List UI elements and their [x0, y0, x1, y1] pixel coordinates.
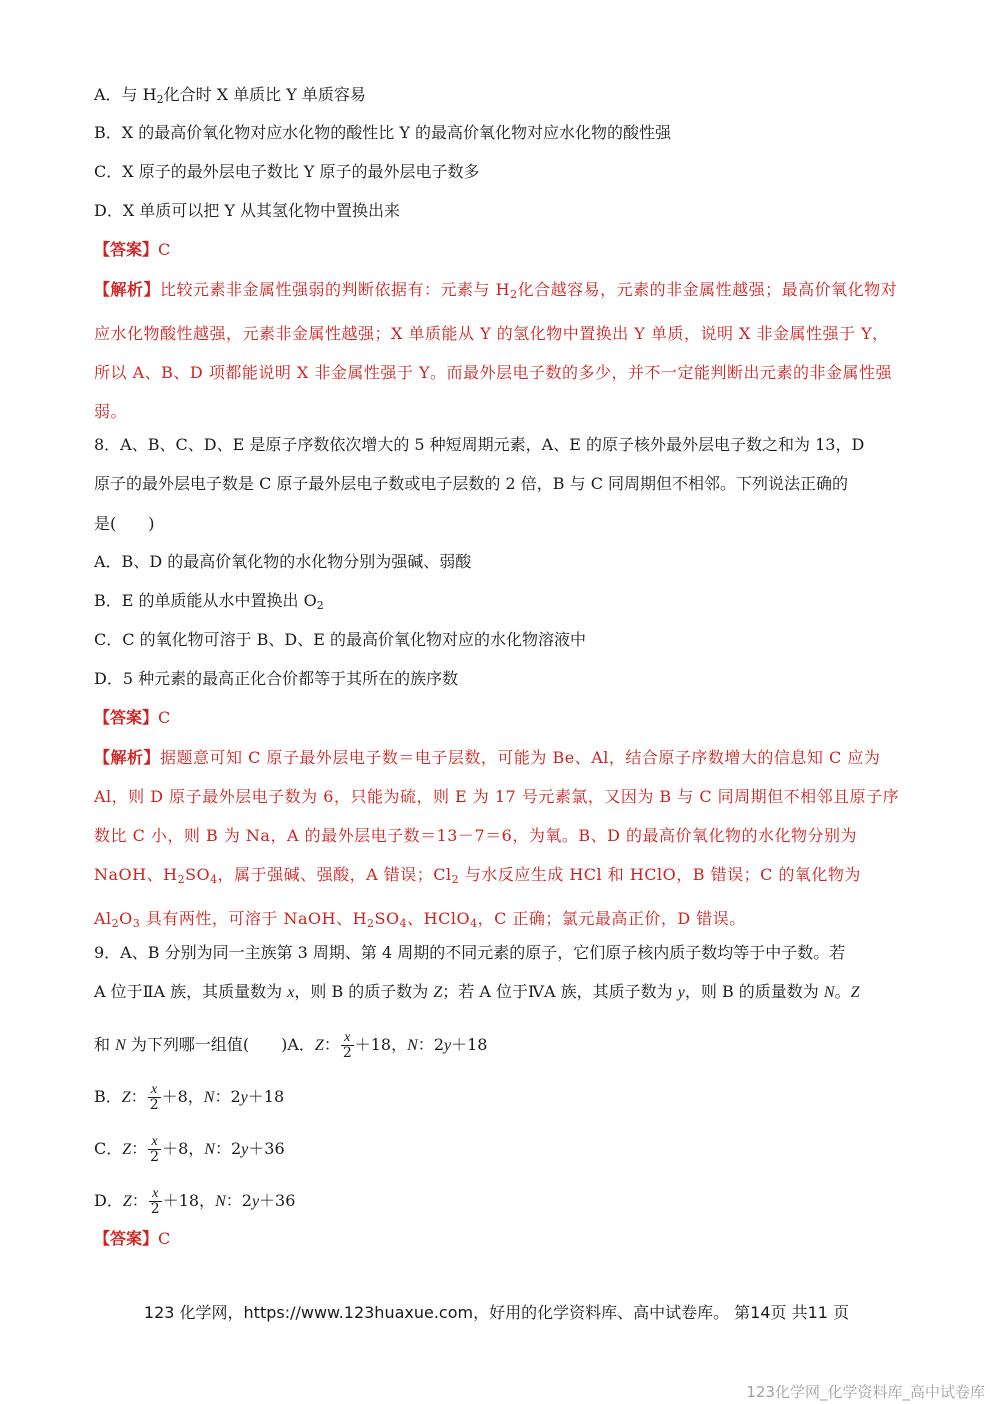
q8-option-d: D．5 种元素的最高正化合价都等于其所在的族序数 — [94, 669, 459, 688]
q8-stem-line2: 原子的最外层电子数是 C 原子最外层电子数或电子层数的 2 倍，B 与 C 同周期但不相邻。下列说法正确的 — [94, 474, 849, 493]
q8-stem-line3: 是( ) — [94, 514, 155, 533]
q9-option-c: C．Z： $\frac{x}{2}$ ＋8，N：2y＋36 — [94, 1134, 285, 1165]
fraction-x-over-2: $\frac{x}{2}$ — [149, 1082, 159, 1113]
q9-option-b: B．Z： $\frac{x}{2}$ ＋8，N：2y＋18 — [94, 1082, 285, 1113]
fraction-x-over-2: $\frac{x}{2}$ — [342, 1030, 352, 1061]
q9-stem-line2: A 位于ⅡA 族，其质量数为 x，则 B 的质子数为 Z；若 A 位于ⅣA 族，其质子数为 y，则 B 的质量数为 N。Z — [94, 982, 860, 1001]
q8-answer: 【答案】C — [94, 708, 171, 727]
q9-stem-line1: 9．A、B 分别为同一主族第 3 周期、第 4 周期的不同元素的原子，它们原子核内质子数均等于中子数。若 — [94, 943, 846, 962]
q9-stem-line3: 和 N 为下列哪一组值( )A．Z： $\frac{x}{2}$ ＋18，N：2y＋18 — [94, 1030, 488, 1061]
q8-option-c: C．C 的氧化物可溶于 B、D、E 的最高价氧化物对应的水化物溶液中 — [94, 630, 587, 649]
q7-explanation: 【解析】比较元素非金属性强弱的判断依据有：元素与 $H_2$化合越容易，元素的非金属性越强；最高价氧化物对应水化物酸性越强，元素非金属性越强；X 单质能从 Y 的氢化物中置换出 Y 单质，说明 X 非金属性强于 Y，所以 A、B、D 项都能说明 X 非金属性强于 Y。而最外层电子数的多少，并不一定能判断出元素的非金属性强弱。 — [94, 280, 898, 421]
q7-option-d: D．X 单质可以把 Y 从其氢化物中置换出来 — [94, 201, 401, 220]
q8-explanation: 【解析】据题意可知 C 原子最外层电子数＝电子层数，可能为 Be、Al，结合原子序数增大的信息知 C 应为 Al，则 D 原子最外层电子数为 6，只能为硫，则 E 为 17 号元素氯，又因为 B 与 C 同周期但不相邻且原子序数比 C 小，则 B 为 Na，A 的最外层电子数＝13－7＝6，为氧。B、D 的最高价氧化物的水化物分别为 NaOH、$H_2SO_4$，属于强碱、强酸，A 错误；$Cl_2$ 与水反应生成 HCl 和 HClO，B 错误；C 的氧化物为 $Al_2O_3$ 具有两性，可溶于 NaOH、$H_2SO_4$、HClO$_4$，C 正确；氯元最高正价，D 错误。 — [94, 748, 900, 930]
page-footer: 123 化学网，https://www.123huaxue.com，好用的化学资料库、高中试卷库。 第14页 共11 页 — [143, 1303, 850, 1322]
q8-stem-line1: 8．A、B、C、D、E 是原子序数依次增大的 5 种短周期元素，A、E 的原子核外最外层电子数之和为 13，D — [94, 435, 865, 454]
q8-option-b: B．E 的单质能从水中置换出 $O_2$ — [94, 591, 324, 612]
q7-option-a: A．与 $H_2$化合时 X 单质比 Y 单质容易 — [94, 85, 366, 106]
q9-option-d: D．Z： $\frac{x}{2}$ ＋18，N：2y＋36 — [94, 1186, 296, 1217]
q7-option-c: C．X 原子的最外层电子数比 Y 原子的最外层电子数多 — [94, 162, 480, 181]
fraction-x-over-2: $\frac{x}{2}$ — [150, 1134, 160, 1165]
fraction-x-over-2: $\frac{x}{2}$ — [150, 1186, 160, 1217]
watermark: 123化学网_化学资料库_高中试卷库 — [746, 1383, 985, 1401]
q7-answer: 【答案】C — [94, 240, 171, 259]
q8-option-a: A．B、D 的最高价氧化物的水化物分别为强碱、弱酸 — [94, 552, 472, 571]
q9-answer: 【答案】C — [94, 1229, 171, 1248]
q7-option-b: B．X 的最高价氧化物对应水化物的酸性比 Y 的最高价氧化物对应水化物的酸性强 — [94, 123, 671, 142]
